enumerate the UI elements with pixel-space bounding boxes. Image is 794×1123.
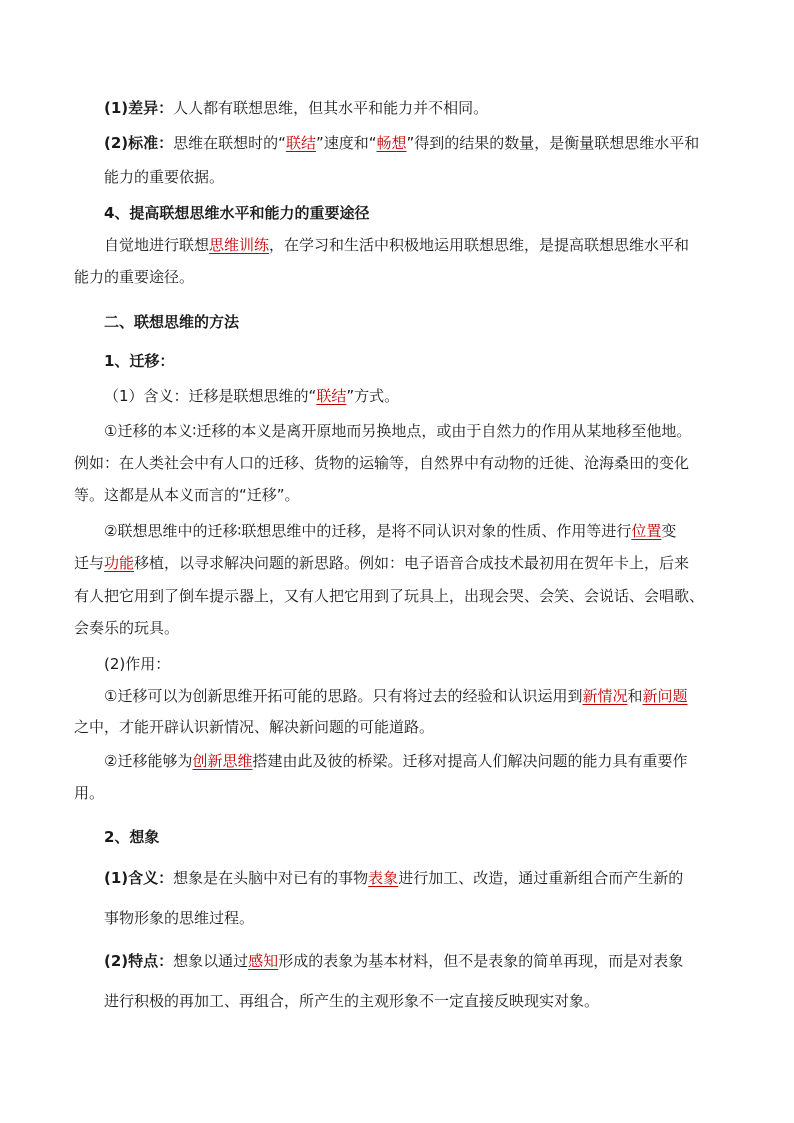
keyword-lianjie-2: 联结 xyxy=(316,387,347,405)
associative-text-c: 迁与 xyxy=(74,554,105,572)
keyword-weizhi: 位置 xyxy=(631,522,662,540)
associative-text-d: 移植，以寻求解决问题的新思路。例如：电子语音合成技术最初用在贺年卡上，后来 xyxy=(134,554,690,572)
difference-text: 人人都有联想思维，但其水平和能力并不相同。 xyxy=(173,99,489,117)
original-meaning-line-2: 例如：在人类社会中有人口的迁移、货物的运输等，自然界中有动物的迁徙、沧海桑田的变化 xyxy=(74,454,690,472)
difference-label: (1)差异： xyxy=(104,99,174,117)
role-2-text-b: 搭建由此及彼的桥梁。迁移对提高人们解决问题的能力具有重要作 xyxy=(252,752,688,770)
imagination-feature-line-2: 进行积极的再加工、再组合，所产生的主观形象不一定直接反映现实对象。 xyxy=(104,992,600,1010)
standard-text-b: ”速度和“ xyxy=(315,134,377,152)
imagination-heading: 2、想象 xyxy=(104,828,160,846)
role-1-text-b: 和 xyxy=(627,687,643,705)
associative-migration-line-2 xyxy=(74,552,689,574)
associative-migration-line-1 xyxy=(104,520,676,542)
role-2-line-2: 用。 xyxy=(74,784,105,802)
difference-line xyxy=(104,97,488,119)
section-4-text-b: ，在学习和生活中积极地运用联想思维，是提高联想思维水平和 xyxy=(269,236,690,254)
standard-line xyxy=(104,132,699,154)
role-2-text-a: ②迁移能够为 xyxy=(104,752,193,770)
section-4-heading: 4、提高联想思维水平和能力的重要途径 xyxy=(104,204,370,222)
associative-text-b: 变 xyxy=(661,522,677,540)
migration-heading: 1、迁移： xyxy=(104,352,175,370)
keyword-biaoxiang: 表象 xyxy=(368,869,399,887)
keyword-lianjie: 联结 xyxy=(285,134,316,152)
associative-migration-line-3: 有人把它用到了倒车提示器上，又有人把它用到了玩具上，出现会哭、会笑、会说话、会唱歌、 xyxy=(74,587,705,605)
imagination-definition-line-1 xyxy=(104,867,683,889)
keyword-gongneng: 功能 xyxy=(104,554,135,572)
original-meaning-line-1: ①迁移的本义∶迁移的本义是离开原地而另换地点，或由于自然力的作用从某地移至他地。 xyxy=(104,422,692,440)
imagination-feature-text-a: 想象以通过 xyxy=(173,952,249,970)
imagination-feature-text-b: 形成的表象为基本材料，但不是表象的简单再现，而是对表象 xyxy=(278,952,684,970)
role-1-line-1 xyxy=(104,685,688,707)
imagination-feature-line-1 xyxy=(104,950,683,972)
standard-line-continued: 能力的重要依据。 xyxy=(104,168,225,186)
imagination-definition-label: (1)含义： xyxy=(104,869,174,887)
migration-definition-text-b: ”方式。 xyxy=(346,387,400,405)
keyword-ganzhi: 感知 xyxy=(248,952,279,970)
standard-text-a: 思维在联想时的“ xyxy=(173,134,286,152)
keyword-changxiang: 畅想 xyxy=(376,134,407,152)
standard-text-c: ”得到的结果的数量，是衡量联想思维水平和 xyxy=(406,134,700,152)
migration-definition-text-a: （1）含义：迁移是联想思维的“ xyxy=(104,387,317,405)
imagination-definition-line-2: 事物形象的思维过程。 xyxy=(104,909,255,927)
standard-label: (2)标准： xyxy=(104,134,174,152)
section-4-text-a: 自觉地进行联想 xyxy=(104,236,210,254)
role-label: (2)作用： xyxy=(104,655,171,673)
section-4-paragraph xyxy=(104,234,689,256)
imagination-definition-text-b: 进行加工、改造，通过重新组合而产生新的 xyxy=(398,869,684,887)
imagination-feature-label: (2)特点： xyxy=(104,952,174,970)
migration-definition xyxy=(104,385,399,407)
imagination-definition-text-a: 想象是在头脑中对已有的事物 xyxy=(173,869,369,887)
keyword-xin-wenti: 新问题 xyxy=(642,687,688,705)
keyword-xin-qingkuang: 新情况 xyxy=(582,687,628,705)
role-1-text-a: ①迁移可以为创新思维开拓可能的思路。只有将过去的经验和认识运用到 xyxy=(104,687,583,705)
original-meaning-line-3: 等。这都是从本义而言的“迁移”。 xyxy=(74,486,300,504)
associative-migration-line-4: 会奏乐的玩具。 xyxy=(74,619,180,637)
section-4-paragraph-continued: 能力的重要途径。 xyxy=(74,268,195,286)
methods-heading: 二、联想思维的方法 xyxy=(104,313,240,331)
role-2-line-1 xyxy=(104,750,687,772)
associative-text-a: ②联想思维中的迁移∶联想思维中的迁移，是将不同认识对象的性质、作用等进行 xyxy=(104,522,632,540)
keyword-chuangxin-siwei: 创新思维 xyxy=(192,752,253,770)
keyword-siwei-xunlian: 思维训练 xyxy=(209,236,270,254)
role-1-line-2: 之中，才能开辟认识新情况、解决新问题的可能道路。 xyxy=(74,718,435,736)
